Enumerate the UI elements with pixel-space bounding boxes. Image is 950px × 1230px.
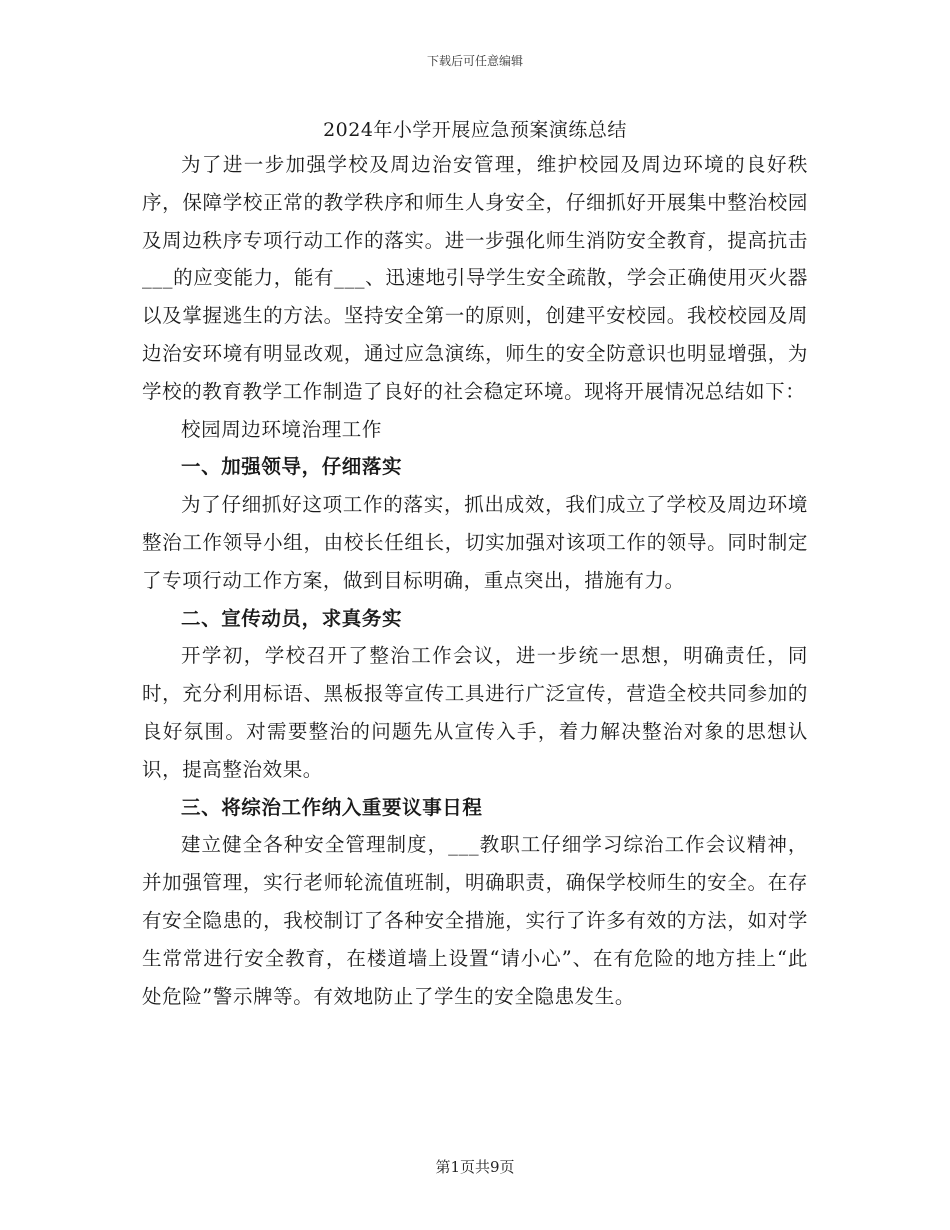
section-3-paragraph: 建立健全各种安全管理制度，___教职工仔细学习综治工作会议精神，并加强管理，实行老师轮流值班制，明确职责，确保学校师生的安全。在存有安全隐患的，我校制订了各种安全措施，实行了许多有效的方法，如对学生常常进行安全教育，在楼道墙上设置“请小心”、在有危险的地方挂上“此处危险”警示牌等。有效地防止了学生的安全隐患发生。 xyxy=(142,833,808,1008)
section-heading-1: 一、加强领导，仔细落实 xyxy=(181,455,403,479)
header-note: 下载后可任意编辑 xyxy=(426,54,523,68)
intro-paragraph: 为了进一步加强学校及周边治安管理，维护校园及周边环境的良好秩序，保障学校正常的教学秩序和师生人身安全，仔细抓好开展集中整治校园及周边秩序专项行动工作的落实。进一步强化师生消防安全教育，提高抗击___的应变能力，能有___、迅速地引导学生安全疏散，学会正确使用灭火器以及掌握逃生的方法。坚持安全第一的原则，创建平安校园。我校校园及周边治安环境有明显改观，通过应急演练，师生的安全防意识也明显增强，为学校的教育教学工作制造了良好的社会稳定环境。现将开展情况总结如下： xyxy=(142,153,808,403)
section-2-paragraph: 开学初，学校召开了整治工作会议，进一步统一思想，明确责任，同时，充分利用标语、黑板报等宣传工具进行广泛宣传，营造全校共同参加的良好氛围。对需要整治的问题先从宣传入手，着力解决整治对象的思想认识，提高整治效果。 xyxy=(142,644,808,781)
subsection-label: 校园周边环境治理工作 xyxy=(181,417,383,441)
document-body xyxy=(142,146,808,1015)
page-footer: 第1页共9页 xyxy=(435,1158,515,1176)
document-title: 2024年小学开展应急预案演练总结 xyxy=(323,119,627,141)
section-heading-2: 二、宣传动员，求真务实 xyxy=(181,606,403,630)
section-heading-3: 三、将综治工作纳入重要议事日程 xyxy=(181,795,483,819)
section-1-paragraph: 为了仔细抓好这项工作的落实，抓出成效，我们成立了学校及周边环境整治工作领导小组，由校长任组长，切实加强对该项工作的领导。同时制定了专项行动工作方案，做到目标明确，重点突出，措施有力。 xyxy=(142,493,808,592)
